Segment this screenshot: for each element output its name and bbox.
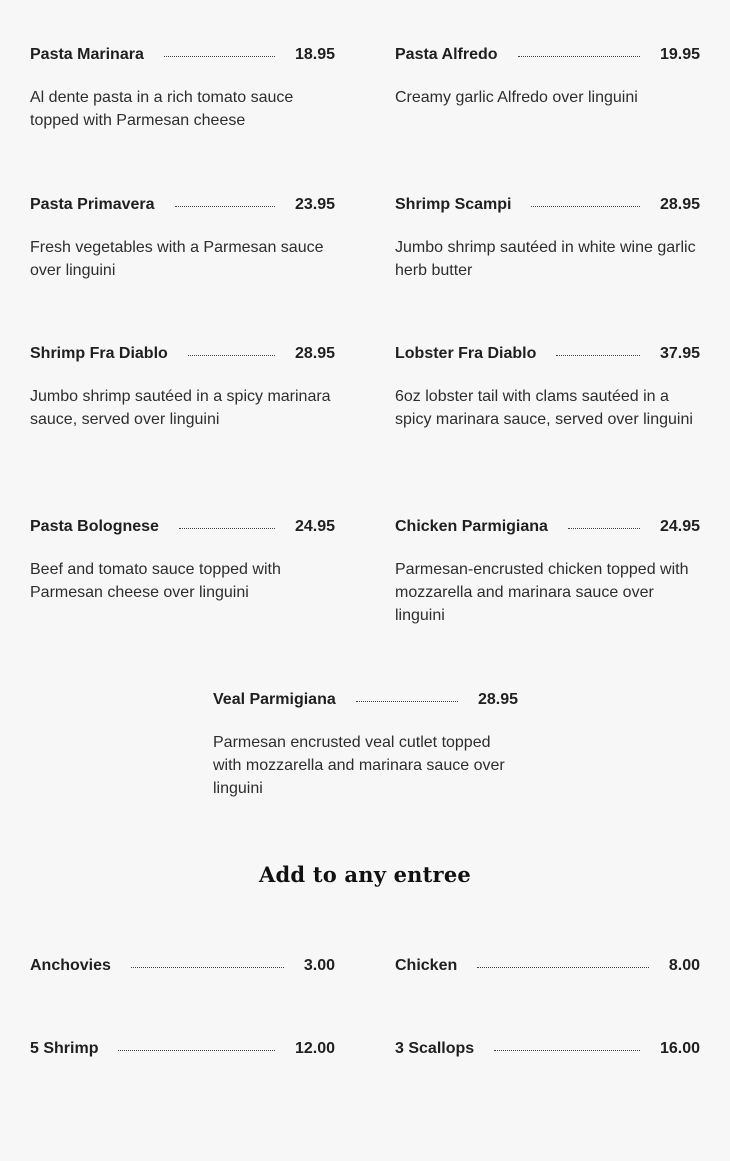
addon-item [395, 955, 700, 977]
menu-item [30, 44, 335, 132]
menu-item [395, 44, 700, 109]
menu-item-name: Pasta Marinara [30, 46, 144, 63]
dotted-leader [556, 355, 640, 356]
menu-item-header [30, 343, 335, 365]
menu-item-price: 28.95 [659, 196, 700, 213]
menu-item-header [30, 194, 335, 216]
addon-item [395, 1038, 700, 1060]
menu-item-name: Veal Parmigiana [213, 691, 336, 708]
menu-item-header [30, 516, 335, 538]
dotted-leader [118, 1050, 274, 1051]
menu-item-price: 28.95 [477, 691, 518, 708]
menu-item-description: Parmesan encrusted veal cutlet topped with mozzarella and marinara sauce over linguini [213, 734, 505, 797]
addons-heading: Add to any entree [259, 862, 471, 887]
dotted-leader [164, 56, 275, 57]
menu-item-name: Pasta Bolognese [30, 518, 159, 535]
menu-item-description: Creamy garlic Alfredo over linguini [395, 89, 638, 106]
menu-item [213, 689, 518, 800]
menu-item-header [395, 516, 700, 538]
addon-price: 3.00 [303, 957, 335, 974]
menu-item-name: Shrimp Fra Diablo [30, 345, 168, 362]
dotted-leader [568, 528, 640, 529]
menu-item [395, 516, 700, 627]
addon-item-header [30, 1038, 335, 1060]
dotted-leader [356, 701, 458, 702]
menu-item-header [213, 689, 518, 711]
menu-item-description: Parmesan-encrusted chicken topped with mozzarella and marinara sauce over linguini [395, 561, 689, 624]
addon-item-header [30, 955, 335, 977]
menu-item-header [395, 194, 700, 216]
dotted-leader [531, 206, 639, 207]
menu-item-description: Jumbo shrimp sautéed in a spicy marinara sauce, served over linguini [30, 388, 331, 428]
menu-item [395, 194, 700, 282]
addon-item [30, 955, 335, 977]
addon-price: 16.00 [659, 1040, 700, 1057]
menu-item-description: 6oz lobster tail with clams sautéed in a spicy marinara sauce, served over linguini [395, 388, 693, 428]
menu-item-price: 23.95 [294, 196, 335, 213]
dotted-leader [494, 1050, 640, 1051]
dotted-leader [131, 967, 284, 968]
menu-item-header [395, 44, 700, 66]
menu-item-price: 18.95 [294, 46, 335, 63]
dotted-leader [477, 967, 649, 968]
menu-item-description: Beef and tomato sauce topped with Parmesan cheese over linguini [30, 561, 281, 601]
menu-item-name: Pasta Alfredo [395, 46, 498, 63]
dotted-leader [175, 206, 275, 207]
addon-name: Chicken [395, 957, 458, 974]
addon-name: 5 Shrimp [30, 1040, 99, 1057]
menu-item-name: Shrimp Scampi [395, 196, 512, 213]
menu-item-price: 19.95 [659, 46, 700, 63]
menu-item-description: Al dente pasta in a rich tomato sauce topped with Parmesan cheese [30, 89, 294, 129]
menu-item-price: 37.95 [659, 345, 700, 362]
menu-item-name: Lobster Fra Diablo [395, 345, 537, 362]
addon-item-header [395, 955, 700, 977]
menu-item-description: Fresh vegetables with a Parmesan sauce over linguini [30, 239, 324, 279]
addon-name: Anchovies [30, 957, 111, 974]
menu-item-name: Pasta Primavera [30, 196, 155, 213]
addon-price: 12.00 [294, 1040, 335, 1057]
addon-name: 3 Scallops [395, 1040, 475, 1057]
menu-item-price: 24.95 [294, 518, 335, 535]
menu-item-description: Jumbo shrimp sautéed in white wine garlic herb butter [395, 239, 696, 279]
addon-item-header [395, 1038, 700, 1060]
menu-item-header [395, 343, 700, 365]
menu-item-header [30, 44, 335, 66]
menu-item [30, 516, 335, 604]
menu-item-price: 24.95 [659, 518, 700, 535]
dotted-leader [188, 355, 275, 356]
dotted-leader [179, 528, 275, 529]
menu-item [30, 194, 335, 282]
menu-item [30, 343, 335, 431]
menu-item-name: Chicken Parmigiana [395, 518, 548, 535]
menu-item [395, 343, 700, 431]
menu-item-price: 28.95 [294, 345, 335, 362]
addon-price: 8.00 [668, 957, 700, 974]
addon-item [30, 1038, 335, 1060]
dotted-leader [518, 56, 640, 57]
